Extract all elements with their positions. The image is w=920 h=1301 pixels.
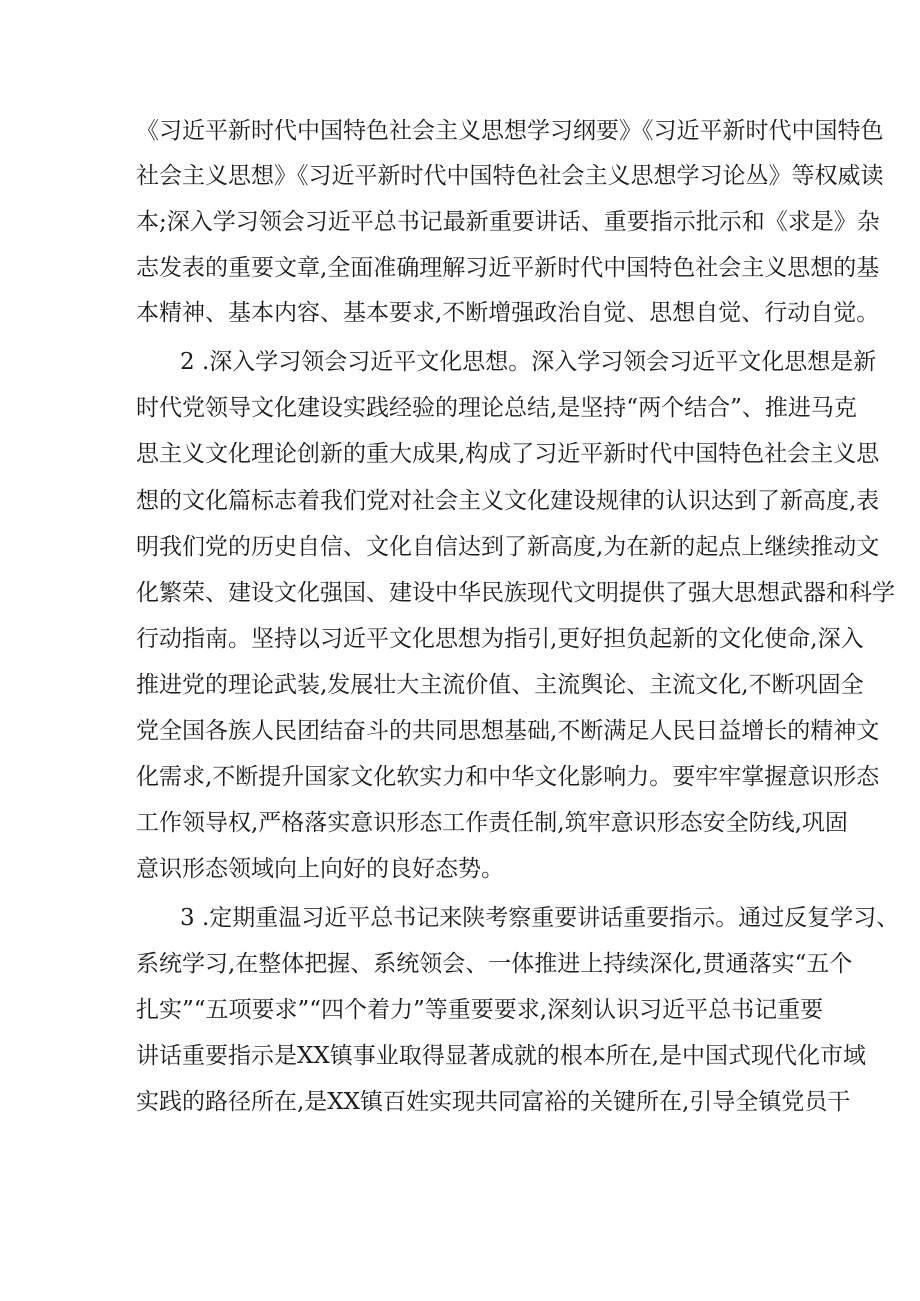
text-line: 化繁荣、建设文化强国、建设中华民族现代文明提供了强大思想武器和科学 <box>136 580 895 606</box>
text-line: 《习近平新时代中国特色社会主义思想学习纲要》《习近平新时代中国特色 <box>136 118 884 144</box>
text-line: 思主义文化理论创新的重大成果,构成了习近平新时代中国特色社会主义思 <box>136 441 880 467</box>
text-line: 明我们党的历史自信、文化自信达到了新高度,为在新的起点上继续推动文 <box>136 534 880 560</box>
text-line: 时代党领导文化建设实践经验的理论总结,是坚持“两个结合”、推进马克 <box>136 395 857 421</box>
text-line: 扎实”“五项要求”“四个着力”等重要要求,深刻认识习近平总书记重要 <box>136 997 824 1023</box>
text-line: 推进党的理论武装,发展壮大主流价值、主流舆论、主流文化,不断巩固全 <box>136 672 864 698</box>
text-line: 行动指南。坚持以习近平文化思想为指引,更好担负起新的文化使命,深入 <box>136 626 864 652</box>
text-line: 系统学习,在整体把握、系统领会、一体推进上持续深化,贯通落实“五个 <box>136 951 853 977</box>
text-line: 党全国各族人民团结奋斗的共同思想基础,不断满足人民日益增长的精神文 <box>136 718 880 744</box>
text-line: 3 .定期重温习近平总书记来陕考察重要讲话重要指示。通过反复学习、 <box>180 905 900 931</box>
text-line: 本精神、基本内容、基本要求,不断增强政治自觉、思想自觉、行动自觉。 <box>136 300 880 326</box>
text-line: 社会主义思想》《习近平新时代中国特色社会主义思想学习论丛》等权威读 <box>136 163 884 189</box>
text-line: 化需求,不断提升国家文化软实力和中华文化影响力。要牢牢掌握意识形态 <box>136 764 880 790</box>
text-line: 想的文化篇标志着我们党对社会主义文化建设规律的认识达到了新高度,表 <box>136 488 880 514</box>
text-line: 工作领导权,严格落实意识形态工作责任制,筑牢意识形态安全防线,巩固 <box>136 810 848 836</box>
text-line: 实践的路径所在,是XX镇百姓实现共同富裕的关键所在,引导全镇党员干 <box>136 1089 851 1115</box>
text-line: 2 .深入学习领会习近平文化思想。深入学习领会习近平文化思想是新 <box>180 349 877 375</box>
text-line: 讲话重要指示是XX镇事业取得显著成就的根本所在,是中国式现代化市域 <box>136 1043 867 1069</box>
text-line: 本;深入学习领会习近平总书记最新重要讲话、重要指示批示和《求是》杂 <box>136 209 880 235</box>
text-line: 意识形态领域向上向好的良好态势。 <box>136 856 504 882</box>
text-line: 志发表的重要文章,全面准确理解习近平新时代中国特色社会主义思想的基 <box>136 255 880 281</box>
